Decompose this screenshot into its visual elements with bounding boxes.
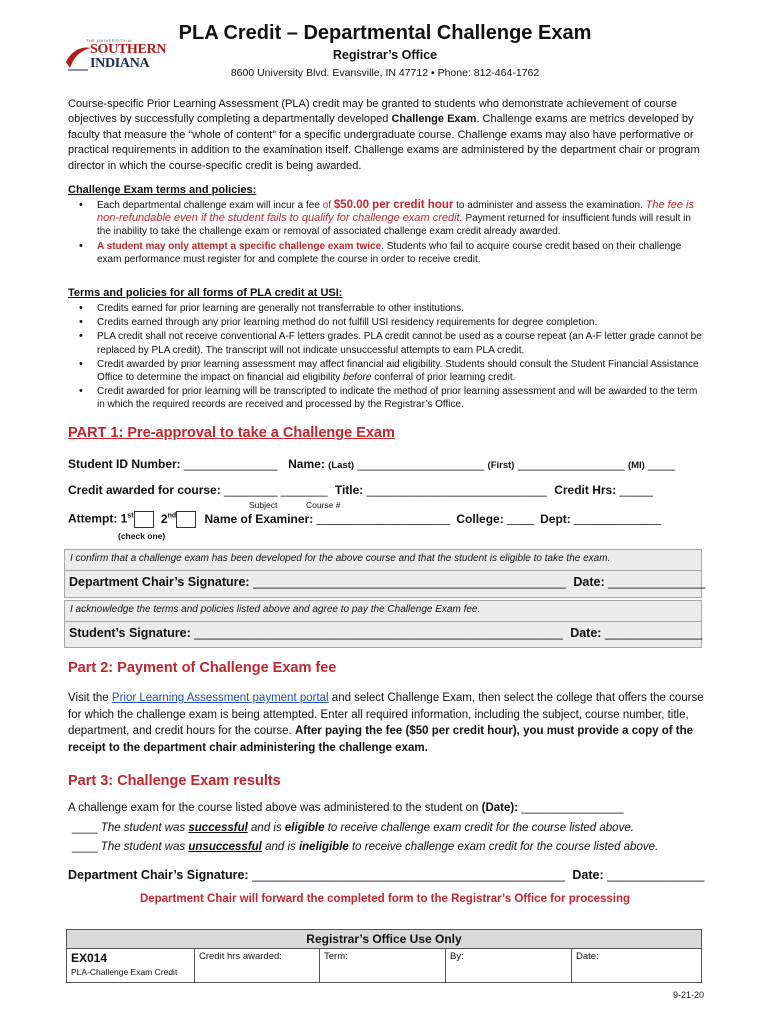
part3-heading: Part 3: Challenge Exam results — [68, 773, 281, 789]
list-item — [68, 240, 704, 266]
chair-confirm-box — [64, 549, 706, 598]
course-number-field[interactable]: _______ — [280, 483, 328, 497]
eligible-word: eligible — [284, 822, 325, 834]
form-version: 9-21-20 — [672, 990, 704, 1000]
credit-hrs-awarded-cell[interactable]: Credit hrs awarded: — [195, 949, 320, 983]
intro-paragraph — [68, 97, 704, 174]
result-text: and is — [247, 822, 285, 834]
student-signature-row — [69, 626, 702, 640]
registrar-use-heading: Registrar’s Office Use Only — [67, 930, 702, 949]
logo-southern: SOUTHERN — [90, 42, 167, 57]
final-date-field[interactable]: ______________ — [607, 868, 705, 882]
attempt-row — [68, 511, 661, 528]
term-text: to administer and assess the examination. — [453, 200, 646, 211]
result-text: and is — [261, 841, 299, 853]
exam-date-text: A challenge exam for the course listed above was administered to the student on — [68, 802, 482, 814]
second-attempt-label: 2 — [160, 511, 168, 526]
chair-date-label: Date: — [573, 575, 605, 589]
college-field[interactable]: ____ — [507, 511, 534, 526]
exam-code-cell — [67, 949, 195, 983]
first-sup: st — [127, 512, 134, 520]
first-name-field[interactable]: ________________ — [517, 457, 625, 471]
office-name: Registrar’s Office — [332, 48, 438, 62]
unsuccessful-line — [68, 839, 704, 856]
exam-code-description: PLA-Challenge Exam Credit — [71, 967, 178, 977]
list-item: • Credit awarded for prior learning will be transcripted to indicate the method of prior learning assessment and will be awarded to the term in which the required records are received and processed by the Registrar’s Office. — [68, 385, 704, 411]
payment-portal-link[interactable]: Prior Learning Assessment payment portal — [111, 692, 329, 704]
term-text: . Students who fail to acquire course credit based on their challenge exam performance must register for and complete the course in order to receive credit. — [97, 240, 682, 265]
last-name-field[interactable]: ___________________ — [357, 457, 485, 471]
chair-signature-field[interactable]: _____________________________________________ — [253, 575, 566, 589]
middle-initial-label: (MI) — [627, 460, 645, 471]
name-label: Name: — [288, 457, 325, 471]
term-italic: before — [343, 372, 372, 384]
list-item: • PLA credit shall not receive conventional A-F letters grades. PLA credit cannot be used as a course repeat (an A-F letter grade cannot be replaced by PLA credit). The transcript will not indicate unsuccessful attempts to earn PLA credit. — [68, 330, 704, 356]
unsuccessful-checkbox-blank[interactable]: ____ — [72, 841, 98, 853]
result-text: to receive challenge exam credit for the course listed above. — [324, 822, 634, 834]
student-id-field[interactable]: ______________ — [184, 457, 278, 471]
subject-field[interactable]: ________ — [224, 483, 278, 497]
credit-course-label: Credit awarded for course: — [68, 483, 221, 497]
part1-heading: PART 1: Pre-approval to take a Challenge Exam — [68, 425, 395, 441]
successful-word: successful — [188, 822, 248, 834]
exam-code: EX014 — [71, 951, 108, 965]
list-item — [68, 358, 704, 384]
exam-date-label: (Date): — [481, 802, 519, 814]
dept-label: Dept: — [540, 511, 571, 526]
by-cell[interactable]: By: — [446, 949, 572, 983]
registrar-use-table — [66, 929, 702, 983]
course-title-field[interactable]: ___________________________ — [366, 483, 547, 497]
student-signature-label: Student’s Signature: — [69, 626, 191, 640]
title-label: Title: — [334, 483, 364, 497]
date-cell[interactable]: Date: — [572, 949, 702, 983]
list-item — [68, 199, 704, 239]
credit-hours-label: Credit Hrs: — [554, 483, 617, 497]
chair-date-field[interactable]: ______________ — [608, 575, 706, 589]
second-sup: nd — [167, 512, 177, 520]
pla-terms-list — [68, 302, 704, 412]
college-label: College: — [456, 511, 504, 526]
student-id-label: Student ID Number: — [68, 457, 181, 471]
fee-amount: $50.00 per credit hour — [333, 199, 454, 211]
exam-date-field[interactable]: ________________ — [521, 802, 624, 814]
term-cell[interactable]: Term: — [320, 949, 446, 983]
chair-signature-label: Department Chair’s Signature: — [69, 575, 250, 589]
result-text: The student was — [100, 822, 189, 834]
two-attempt-rule: A student may only attempt a specific challenge exam twice — [97, 240, 382, 252]
course-row — [68, 483, 653, 497]
first-name-label: (First) — [487, 460, 515, 471]
part2-text: and select Challenge Exam, then select the college that offers the course for which the challenge exam is being attempted. Enter all required information, including the subject, course number, title, department, and credit hours for the course. — [68, 692, 704, 737]
logo-indiana: INDIANA — [90, 56, 150, 71]
non-refundable-note: The fee is non-refundable even if the student fails to qualify for challenge exam credit. — [97, 199, 694, 225]
intro-bold-term: Challenge Exam — [391, 113, 477, 126]
student-date-field[interactable]: ______________ — [604, 626, 703, 640]
unsuccessful-word: unsuccessful — [188, 841, 262, 853]
office-address: 8600 University Blvd. Evansville, IN 47712 • Phone: 812-464-1762 — [230, 67, 540, 79]
middle-initial-field[interactable]: ____ — [648, 457, 675, 471]
intro-text-1: Course-specific Prior Learning Assessment (PLA) credit may be granted to students who demonstrate achievement of course objectives by successfully completing a departmentally developed — [68, 98, 677, 126]
part2-text: Visit the — [68, 692, 112, 704]
examiner-label: Name of Examiner: — [204, 511, 314, 526]
challenge-terms-heading: Challenge Exam terms and policies: — [68, 184, 257, 196]
attempt-label: Attempt: 1 — [68, 511, 128, 526]
dept-field[interactable]: _____________ — [574, 511, 661, 526]
term-text: Each departmental challenge exam will incur a fee — [97, 200, 323, 211]
pla-terms-heading: Terms and policies for all forms of PLA credit at USI: — [68, 287, 343, 299]
term-text: conferral of prior learning credit. — [371, 372, 516, 384]
subject-caption: Subject — [249, 500, 278, 510]
student-ack-box — [64, 600, 702, 648]
final-signature-row — [68, 868, 704, 882]
successful-line — [68, 820, 704, 837]
examiner-field[interactable]: ____________________ — [316, 511, 451, 526]
part2-instructions — [68, 690, 704, 756]
student-id-row — [68, 457, 675, 471]
list-item: • Credits earned through any prior learning method do not fulfill USI residency requirements for degree completion. — [68, 316, 704, 329]
term-text: Payment returned for insufficient funds will result in the inability to take the challenge exam or removal of associated challenge exam credit already awarded. — [97, 213, 691, 238]
term-text: Credit awarded by prior learning assessment may affect financial aid eligibility. Students should consult the Student Financial Assistance Office to determine the impact on financial aid eligibility — [97, 358, 699, 384]
course-caption: Course # — [306, 500, 341, 510]
result-text: to receive challenge exam credit for the course listed above. — [348, 841, 659, 853]
confirm-note: I confirm that a challenge exam has been developed for the above course and that the student is eligible to take the exam. — [70, 553, 611, 564]
first-attempt-checkbox[interactable] — [134, 511, 154, 528]
logo-small-text: THE UNIVERSITY of — [86, 38, 132, 43]
successful-checkbox-blank[interactable]: ____ — [72, 822, 98, 834]
challenge-terms-list — [68, 199, 704, 266]
ineligible-word: ineligible — [298, 841, 349, 853]
result-text: The student was — [100, 841, 189, 853]
student-signature-field[interactable]: _____________________________________________________ — [194, 626, 563, 640]
last-name-label: (Last) — [328, 460, 355, 471]
final-chair-signature-field[interactable]: _____________________________________________ — [252, 868, 565, 882]
form-title: PLA Credit – Departmental Challenge Exam — [178, 22, 592, 44]
list-item: • Credits earned for prior learning are generally not transferrable to other institutions. — [68, 302, 704, 315]
part2-heading: Part 2: Payment of Challenge Exam fee — [68, 660, 337, 676]
term-text-red: of — [322, 200, 334, 211]
forward-instruction: Department Chair will forward the completed form to the Registrar’s Office for processing — [139, 893, 631, 905]
student-date-label: Date: — [570, 626, 602, 640]
chair-signature-row — [69, 575, 705, 589]
part2-receipt-instruction: After paying the fee ($50 per credit hour), you must provide a copy of the receipt to the department chair administering the challenge exam. — [68, 725, 694, 754]
ack-note: I acknowledge the terms and policies listed above and agree to pay the Challenge Exam fee. — [70, 604, 481, 615]
final-chair-signature-label: Department Chair’s Signature: — [68, 868, 249, 882]
final-date-label: Date: — [572, 868, 604, 882]
second-attempt-checkbox[interactable] — [176, 511, 196, 528]
check-one-caption: (check one) — [118, 531, 166, 541]
credit-hours-field[interactable]: _____ — [619, 483, 653, 497]
exam-date-line — [68, 800, 704, 817]
intro-text-2: . Challenge exams are metrics developed by faculty that measure the “whole of content” for a specific undergraduate course. Challenge exams may also have performative or practical requirements in addition to the examination itself. Challenge exams are administered by the department chair or program director in which the course-specific credit is being awarded. — [68, 113, 700, 172]
